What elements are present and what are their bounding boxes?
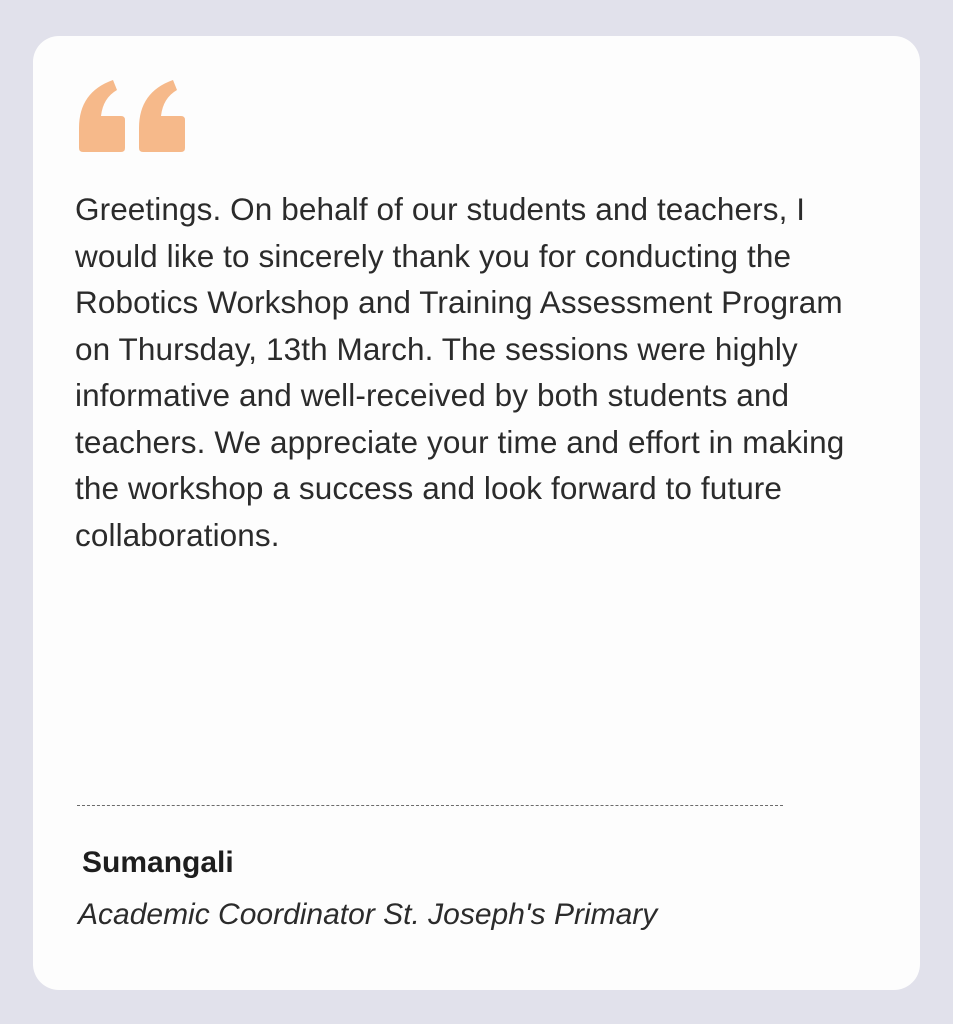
testimonial-text: Greetings. On behalf of our students and teachers, I would like to sincerely thank you for conducting the Robotics Workshop and Training Assessment Program on Thursday, 13th March. The sessions were highly informative and well-received by both students and teachers. We appreciate your time and effort in making the workshop a success and look forward to future collaborations. [75, 191, 845, 553]
quote-icon [77, 78, 185, 152]
divider [77, 805, 783, 806]
author-title: Academic Coordinator St. Joseph's Primary [78, 898, 658, 931]
author-name: Sumangali [82, 846, 234, 879]
testimonial-card [33, 36, 920, 990]
